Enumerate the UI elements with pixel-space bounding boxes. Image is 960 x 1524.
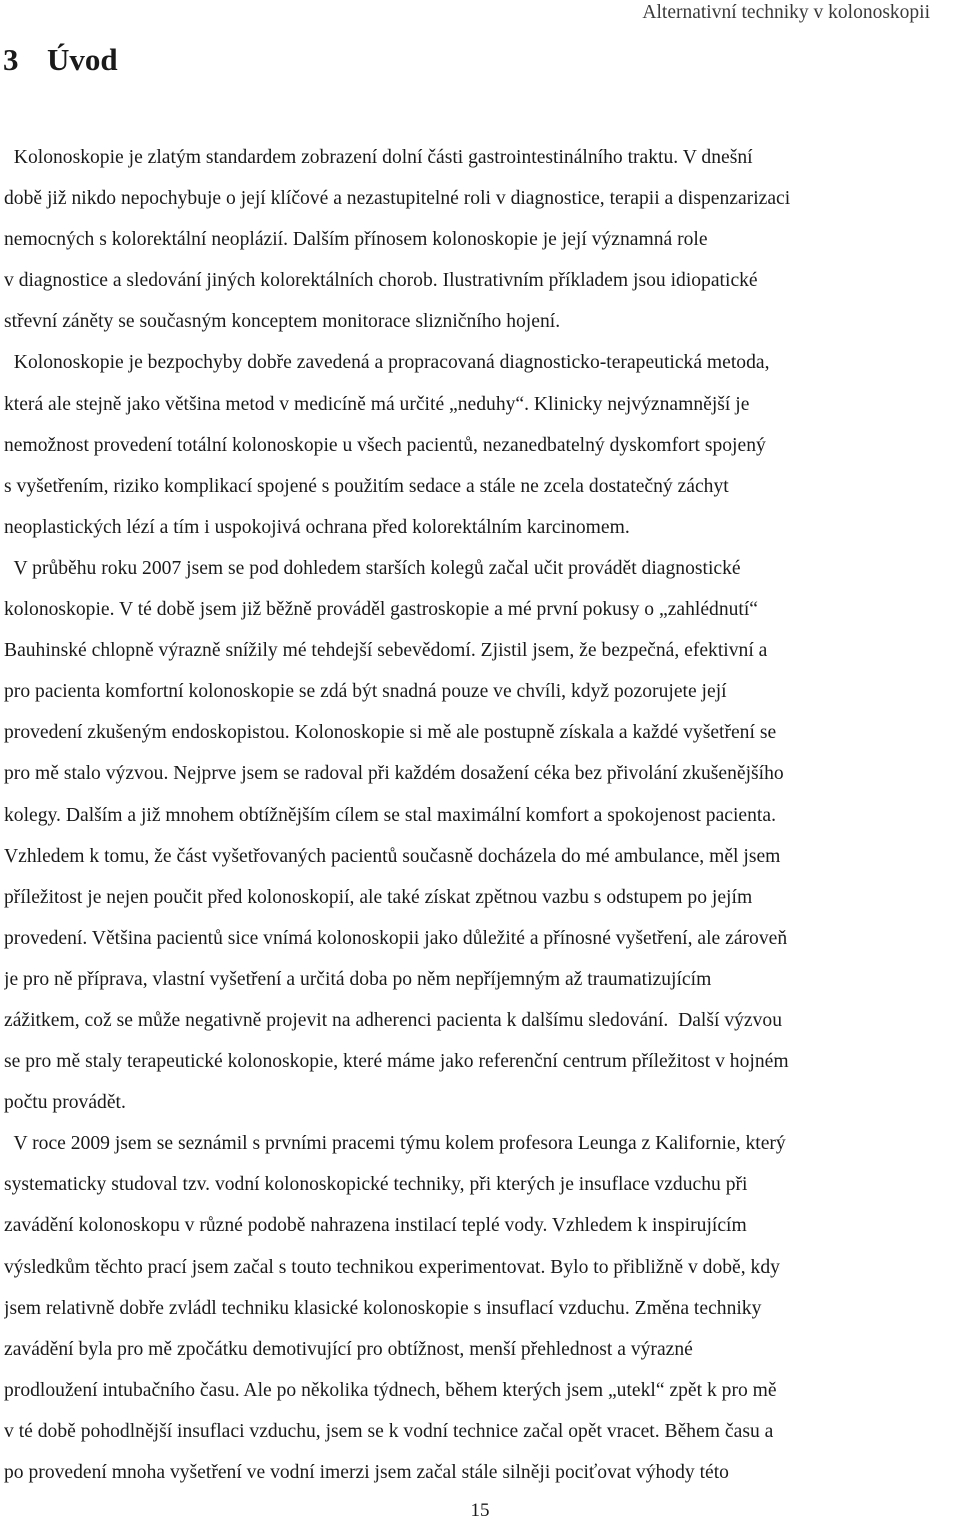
text-line: systematicky studoval tzv. vodní kolonoskopické techniky, při kterých je insuflace vzduchu při [4, 1174, 748, 1196]
text-line: Bauhinské chlopně výrazně snížily mé tehdejší sebevědomí. Zjistil jsem, že bezpečná, efektivní a [4, 640, 768, 662]
text-line: s vyšetřením, riziko komplikací spojené s použitím sedace a stále ne zcela dostatečný záchyt [4, 475, 729, 497]
text-line: provedení. Většina pacientů sice vnímá kolonoskopii jako důležité a přínosné vyšetření, ale zároveň [4, 927, 788, 949]
text-line: nemožnost provedení totální kolonoskopie u všech pacientů, nezanedbatelný dyskomfort spojený [4, 434, 766, 456]
text-line: provedení zkušeným endoskopistou. Kolonoskopie si mě ale postupně získala a každé vyšetření se [4, 722, 777, 744]
text-line: zavádění kolonoskopu v různé podobě nahrazena instilací teplé vody. Vzhledem k inspirujícím [4, 1215, 747, 1237]
text-line: se pro mě staly terapeutické kolonoskopie, které máme jako referenční centrum příležitost v hojném [4, 1051, 789, 1073]
text-line: Kolonoskopie je bezpochyby dobře zavedená a propracovaná diagnosticko-terapeutická metoda, [4, 352, 770, 374]
chapter-title [3, 42, 118, 78]
text-line: V roce 2009 jsem se seznámil s prvními pracemi týmu kolem profesora Leunga z Kalifornie, který [4, 1133, 786, 1155]
body-text [4, 137, 960, 1493]
chapter-number: 3 [3, 42, 19, 77]
text-line: neoplastických lézí a tím i uspokojivá ochrana před kolorektálním karcinomem. [4, 516, 630, 538]
text-line: zážitkem, což se může negativně projevit na adherenci pacienta k dalšímu sledování. Další výzvou [4, 1009, 783, 1031]
text-line: pro pacienta komfortní kolonoskopie se zdá být snadná pouze ve chvíli, když pozorujete její [4, 681, 727, 703]
text-line: zavádění byla pro mě zpočátku demotivující pro obtížnost, menší přehlednost a výrazné [4, 1338, 693, 1360]
page-number: 15 [470, 1500, 490, 1521]
text-line: nemocných s kolorektální neoplázií. Dalším přínosem kolonoskopie je její významná role [4, 229, 708, 251]
text-line: je pro ně příprava, vlastní vyšetření a určitá doba po něm nepříjemným až traumatizujícím [4, 968, 712, 990]
text-line: která ale stejně jako většina metod v medicíně má určité „neduhy“. Klinicky nejvýznamnější je [4, 393, 750, 415]
text-line: Vzhledem k tomu, že část vyšetřovaných pacientů současně docházela do mé ambulance, měl jsem [4, 845, 781, 867]
text-line: v té době pohodlnější insuflaci vzduchu, jsem se k vodní technice začal opět vracet. Během času a [4, 1420, 774, 1442]
text-line: počtu provádět. [4, 1092, 126, 1114]
text-line: příležitost je nejen poučit před kolonoskopií, ale také získat zpětnou vazbu s odstupem po jejím [4, 886, 753, 908]
text-line: prodloužení intubačního času. Ale po několika týdnech, během kterých jsem „utekl“ zpět k pro mě [4, 1379, 777, 1401]
text-line: kolonoskopie. V té době jsem již běžně prováděl gastroskopie a mé první pokusy o „zahlédnutí“ [4, 599, 758, 621]
text-line: v diagnostice a sledování jiných kolorektálních chorob. Ilustrativním příkladem jsou idiopatické [4, 270, 758, 292]
running-header: Alternativní techniky v kolonoskopii [642, 2, 930, 23]
text-line: po provedení mnoha vyšetření ve vodní imerzi jsem začal stále silněji pociťovat výhody této [4, 1462, 729, 1483]
text-line: střevní záněty se současným konceptem monitorace slizničního hojení. [4, 311, 561, 333]
text-line: pro mě stalo výzvou. Nejprve jsem se radoval při každém dosažení céka bez přivolání zkušenějšího [4, 763, 784, 785]
chapter-title-text: Úvod [47, 42, 118, 77]
text-line: Kolonoskopie je zlatým standardem zobrazení dolní části gastrointestinálního traktu. V dnešní [4, 147, 753, 168]
text-line: V průběhu roku 2007 jsem se pod dohledem starších kolegů začal učit provádět diagnostické [4, 557, 741, 579]
text-line: jsem relativně dobře zvládl techniku klasické kolonoskopie s insuflací vzduchu. Změna techniky [4, 1297, 762, 1319]
text-line: kolegy. Dalším a již mnohem obtížnějším cílem se stal maximální komfort a spokojenost pacienta. [4, 804, 776, 826]
text-line: výsledkům těchto prací jsem začal s touto technikou experimentovat. Bylo to přibližně v době, kdy [4, 1256, 780, 1278]
text-line: době již nikdo nepochybuje o její klíčové a nezastupitelné roli v diagnostice, terapii a dispenzarizaci [4, 188, 791, 210]
